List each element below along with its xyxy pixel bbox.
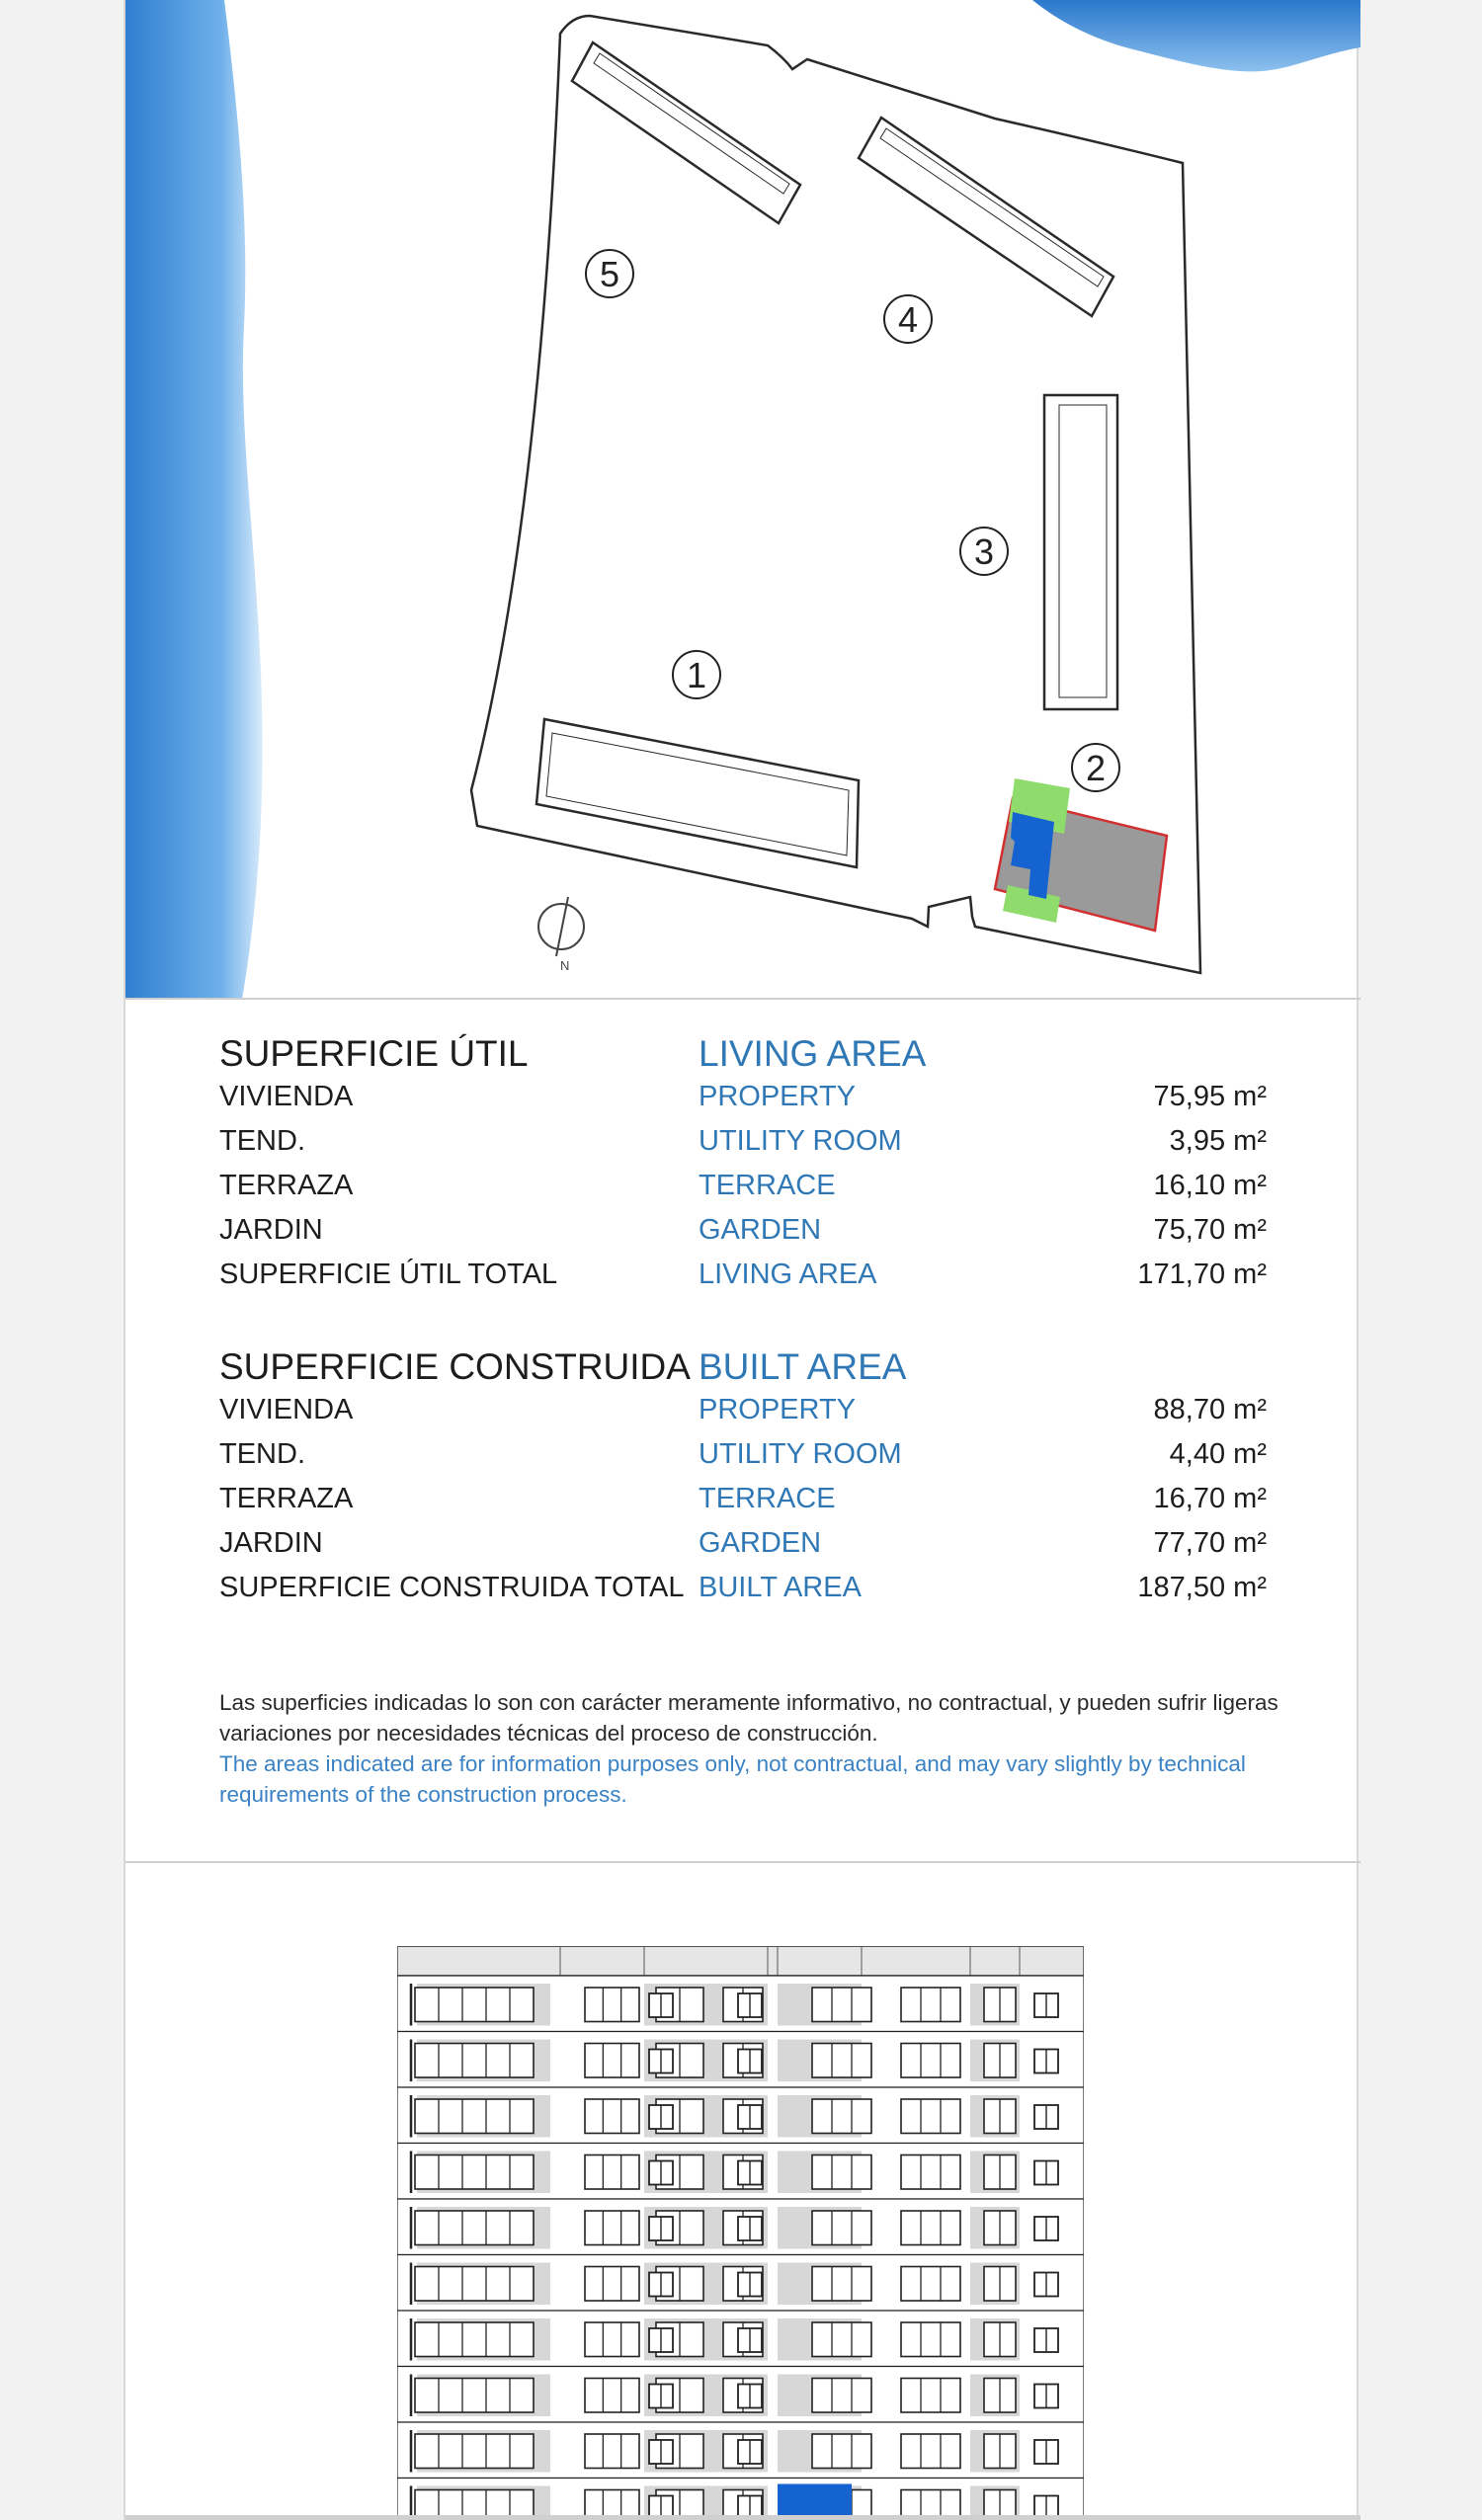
row-label-es: TERRAZA — [219, 1483, 354, 1514]
north-arrow-icon — [538, 897, 584, 973]
brochure-sheet — [124, 0, 1358, 2520]
svg-text:3: 3 — [973, 531, 995, 572]
row-label-es: VIVIENDA — [219, 1394, 354, 1425]
row-value: 187,50 m² — [1137, 1572, 1267, 1603]
elevation-window — [585, 2322, 639, 2357]
elevation-window — [585, 2434, 639, 2469]
row-value: 88,70 m² — [1153, 1394, 1267, 1425]
elevation-window — [585, 2267, 639, 2302]
row-label-en: TERRACE — [699, 1483, 836, 1514]
elevation-parapet — [397, 1946, 1084, 1976]
building-5 — [572, 42, 800, 223]
living-row-utility — [219, 1125, 1267, 1170]
row-label-en: PROPERTY — [699, 1081, 857, 1112]
elevation-window — [901, 2211, 960, 2245]
svg-text:5: 5 — [599, 254, 620, 294]
row-label-en: LIVING AREA — [699, 1259, 877, 1290]
building-elevation — [397, 1946, 1084, 2520]
row-label-es: JARDIN — [219, 1214, 323, 1246]
elevation-window — [812, 1988, 871, 2022]
row-value: 75,95 m² — [1153, 1081, 1267, 1112]
row-label-en: UTILITY ROOM — [699, 1125, 902, 1157]
building-number-3 — [960, 528, 1008, 575]
elevation-window — [901, 2322, 960, 2357]
disclaimer — [219, 1687, 1336, 1810]
row-value: 75,70 m² — [1153, 1214, 1267, 1246]
svg-text:4: 4 — [897, 299, 919, 340]
elevation-window — [585, 2044, 639, 2078]
living-row-terrace — [219, 1170, 1267, 1214]
elevation-window — [415, 2155, 534, 2190]
building-number-1 — [673, 651, 720, 698]
built-area-header — [219, 1346, 1267, 1394]
built-area-title-en: BUILT AREA — [699, 1346, 907, 1387]
elevation-window — [585, 2155, 639, 2190]
elevation-window — [415, 2267, 534, 2302]
row-label-es: TEND. — [219, 1438, 305, 1470]
elevation-window — [901, 2434, 960, 2469]
divider-bottom — [125, 1861, 1360, 1863]
row-value: 171,70 m² — [1137, 1259, 1267, 1290]
building-number-4 — [884, 295, 932, 343]
row-label-en: TERRACE — [699, 1170, 836, 1201]
built-row-property — [219, 1394, 1267, 1438]
elevation-window — [415, 2044, 534, 2078]
elevation-window — [585, 2379, 639, 2413]
building-2-highlight — [995, 778, 1167, 931]
row-label-es: SUPERFICIE ÚTIL TOTAL — [219, 1259, 558, 1290]
elevation-window — [812, 2099, 871, 2134]
svg-text:2: 2 — [1085, 748, 1107, 788]
elevation-window — [812, 2322, 871, 2357]
row-label-en: UTILITY ROOM — [699, 1438, 902, 1470]
row-label-es: VIVIENDA — [219, 1081, 354, 1112]
row-value: 4,40 m² — [1169, 1438, 1267, 1470]
row-label-en: PROPERTY — [699, 1394, 857, 1425]
elevation-window — [415, 2379, 534, 2413]
page-edge — [125, 2515, 1360, 2520]
elevation-window — [812, 2379, 871, 2413]
elevation-window — [415, 1988, 534, 2022]
elevation-window — [585, 2211, 639, 2245]
row-label-es: TEND. — [219, 1125, 305, 1157]
elevation-window — [812, 2155, 871, 2190]
elevation-window — [901, 2099, 960, 2134]
disclaimer-en: The areas indicated are for information purposes only, not contractual, and may vary slightly by technical requirements of the construction process. — [219, 1751, 1246, 1807]
elevation-window — [901, 1988, 960, 2022]
living-row-total — [219, 1259, 1267, 1303]
elevation-window — [585, 2099, 639, 2134]
elevation-window — [415, 2211, 534, 2245]
row-value: 16,10 m² — [1153, 1170, 1267, 1201]
divider-top — [125, 998, 1360, 1000]
elevation-window — [415, 2322, 534, 2357]
elevation-window — [812, 2211, 871, 2245]
sea-top-right — [1032, 0, 1360, 71]
building-1 — [536, 719, 859, 867]
living-area-header — [219, 1033, 1267, 1081]
elevation-window — [812, 2267, 871, 2302]
built-row-total — [219, 1572, 1267, 1616]
svg-text:N: N — [560, 958, 570, 973]
row-label-es: SUPERFICIE CONSTRUIDA TOTAL — [219, 1572, 685, 1603]
building-4 — [859, 118, 1113, 316]
site-plan — [125, 0, 1360, 1000]
living-area-title-es: SUPERFICIE ÚTIL — [219, 1033, 529, 1074]
built-area-title-es: SUPERFICIE CONSTRUIDA — [219, 1346, 691, 1387]
living-row-property — [219, 1081, 1267, 1125]
building-number-2 — [1072, 744, 1119, 791]
elevation-window — [901, 2379, 960, 2413]
row-label-en: GARDEN — [699, 1527, 822, 1559]
row-label-es: JARDIN — [219, 1527, 323, 1559]
row-value: 77,70 m² — [1153, 1527, 1267, 1559]
row-value: 3,95 m² — [1169, 1125, 1267, 1157]
elevation-window — [901, 2044, 960, 2078]
row-label-en: BUILT AREA — [699, 1572, 862, 1603]
sea-left — [125, 0, 263, 1000]
building-3 — [1044, 395, 1117, 709]
built-row-terrace — [219, 1483, 1267, 1527]
elevation-window — [812, 2044, 871, 2078]
row-label-en: GARDEN — [699, 1214, 822, 1246]
svg-text:1: 1 — [686, 655, 707, 695]
row-label-es: TERRAZA — [219, 1170, 354, 1201]
elevation-window — [901, 2267, 960, 2302]
built-row-garden — [219, 1527, 1267, 1572]
elevation-window — [415, 2099, 534, 2134]
spacer — [219, 1303, 1267, 1346]
disclaimer-es: Las superficies indicadas lo son con carácter meramente informativo, no contractual, y pueden sufrir ligeras variaciones por necesidades técnicas del proceso de construcción. — [219, 1690, 1278, 1746]
row-value: 16,70 m² — [1153, 1483, 1267, 1514]
building-number-5 — [586, 250, 633, 297]
elevation-window — [901, 2155, 960, 2190]
built-row-utility — [219, 1438, 1267, 1483]
area-tables — [219, 1033, 1267, 1616]
elevation-window — [812, 2434, 871, 2469]
elevation-window — [415, 2434, 534, 2469]
living-area-title-en: LIVING AREA — [699, 1033, 927, 1074]
elevation-window — [585, 1988, 639, 2022]
living-row-garden — [219, 1214, 1267, 1259]
